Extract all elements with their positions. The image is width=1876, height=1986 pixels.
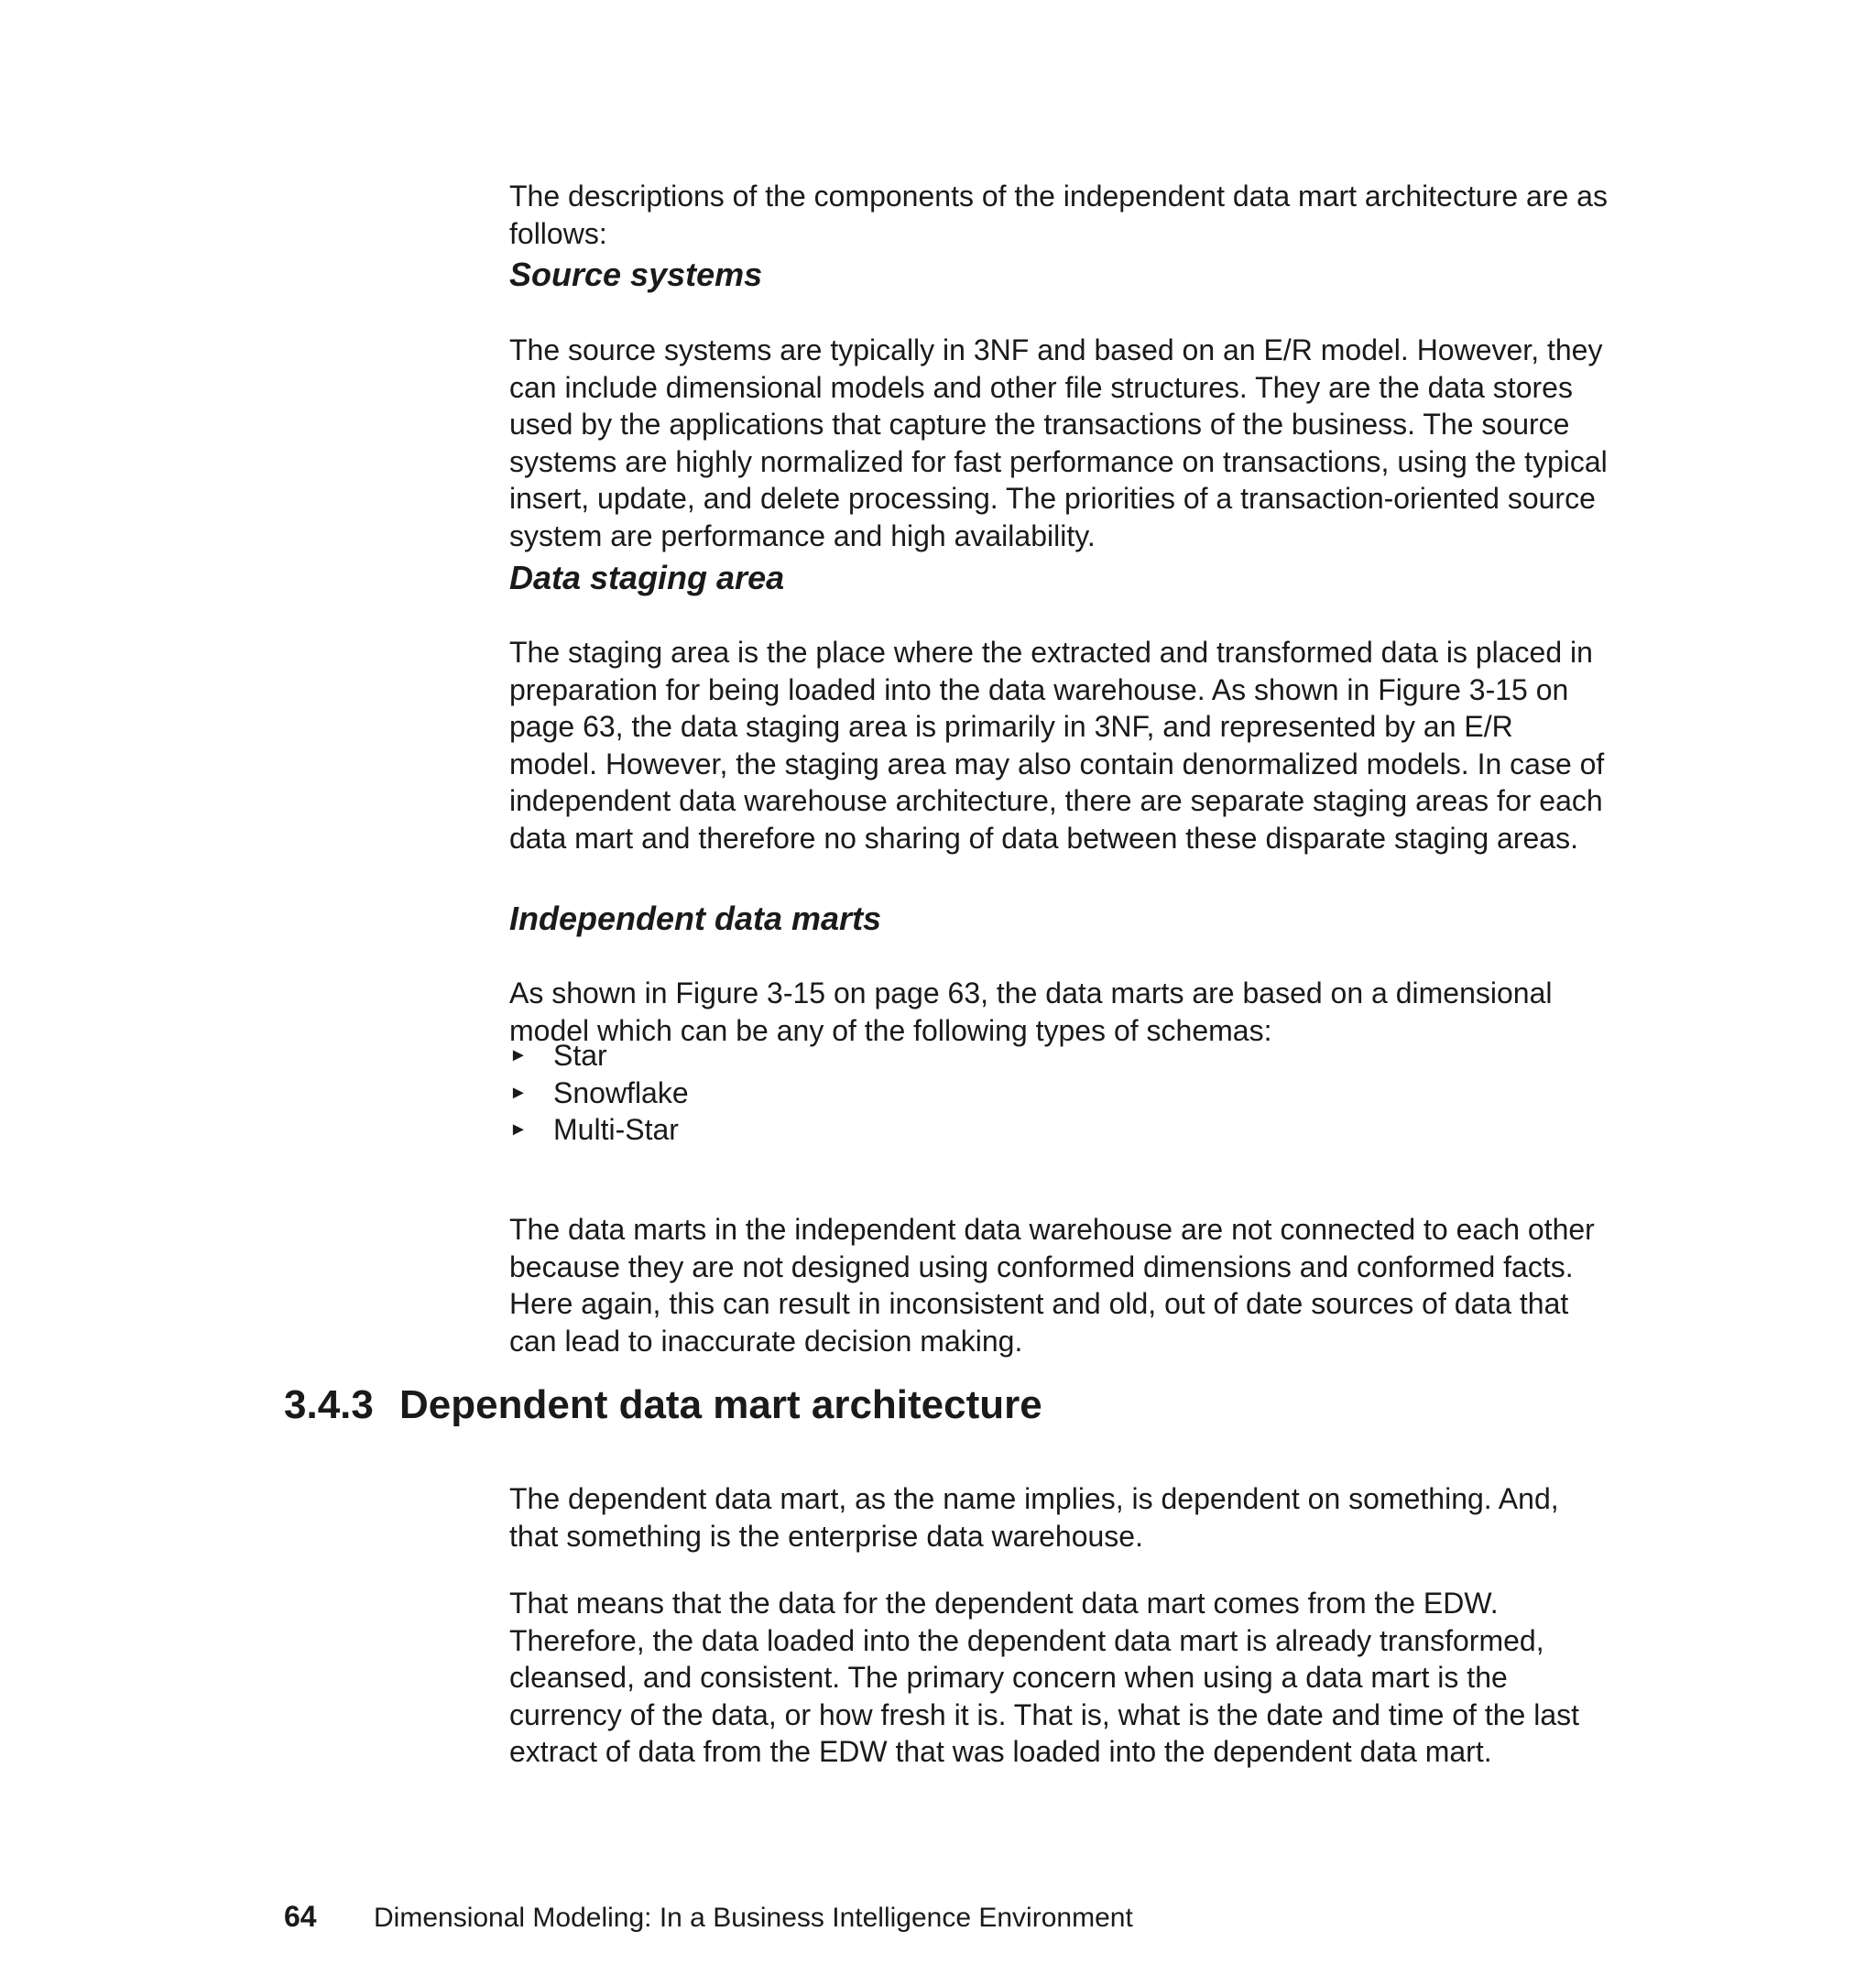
independent-marts-paragraph-2: The data marts in the independent data warehouse are not connected to each other because they are not designed using conformed dimensions and conformed facts. Here again, this can result in inconsistent and old, out of date sources of data that can lead to inaccurate decision making. <box>509 1213 1595 1358</box>
list-item <box>509 1075 1609 1112</box>
independent-marts-paragraph: As shown in Figure 3-15 on page 63, the data marts are based on a dimensional model which can be any of the following types of schemas: <box>509 977 1553 1047</box>
intro-paragraph: The descriptions of the components of the independent data mart architecture are as follows: <box>509 180 1608 250</box>
data-staging-paragraph: The staging area is the place where the extracted and transformed data is placed in preparation for being loaded into the data warehouse. As shown in Figure 3-15 on page 63, the data staging area is primarily in 3NF, and represented by an E/R model. However, the staging area may also contain denormalized models. In case of independent data warehouse architecture, there are separate staging areas for each data mart and therefore no sharing of data between these disparate staging areas. <box>509 636 1605 855</box>
list-item-label: Snowflake <box>553 1075 689 1109</box>
triangle-bullet-icon: ► <box>509 1119 528 1140</box>
data-staging-heading: Data staging area <box>509 559 785 596</box>
page-number: 64 <box>284 1900 317 1933</box>
section-heading <box>284 1380 1042 1431</box>
triangle-bullet-icon: ► <box>509 1082 528 1103</box>
triangle-bullet-icon: ► <box>509 1045 528 1065</box>
schema-type-list <box>509 1037 1609 1149</box>
section-number: 3.4.3 <box>284 1382 374 1427</box>
page-footer <box>284 1898 1133 1937</box>
list-item-label: Multi-Star <box>553 1113 679 1147</box>
source-systems-heading: Source systems <box>509 256 763 293</box>
dependent-mart-paragraph-1: The dependent data mart, as the name implies, is dependent on something. And, that something is the enterprise data warehouse. <box>509 1482 1559 1553</box>
source-systems-paragraph: The source systems are typically in 3NF and based on an E/R model. However, they can include dimensional models and other file structures. They are the data stores used by the applications that capture the transactions of the business. The source systems are highly normalized for fast performance on transactions, using the typical insert, update, and delete processing. The priorities of a transaction-oriented source system are performance and high availability. <box>509 333 1608 552</box>
independent-marts-heading: Independent data marts <box>509 900 882 937</box>
section-title: Dependent data mart architecture <box>399 1382 1042 1427</box>
dependent-mart-paragraph-2: That means that the data for the dependent data mart comes from the EDW. Therefore, the data loaded into the dependent data mart is already transformed, cleansed, and consistent. The primary concern when using a data mart is the currency of the data, or how fresh it is. That is, what is the date and time of the last extract of data from the EDW that was loaded into the dependent data mart. <box>509 1587 1579 1769</box>
list-item <box>509 1037 1609 1075</box>
list-item-label: Star <box>553 1039 607 1072</box>
list-item <box>509 1111 1609 1149</box>
book-title: Dimensional Modeling: In a Business Intelligence Environment <box>374 1903 1133 1933</box>
